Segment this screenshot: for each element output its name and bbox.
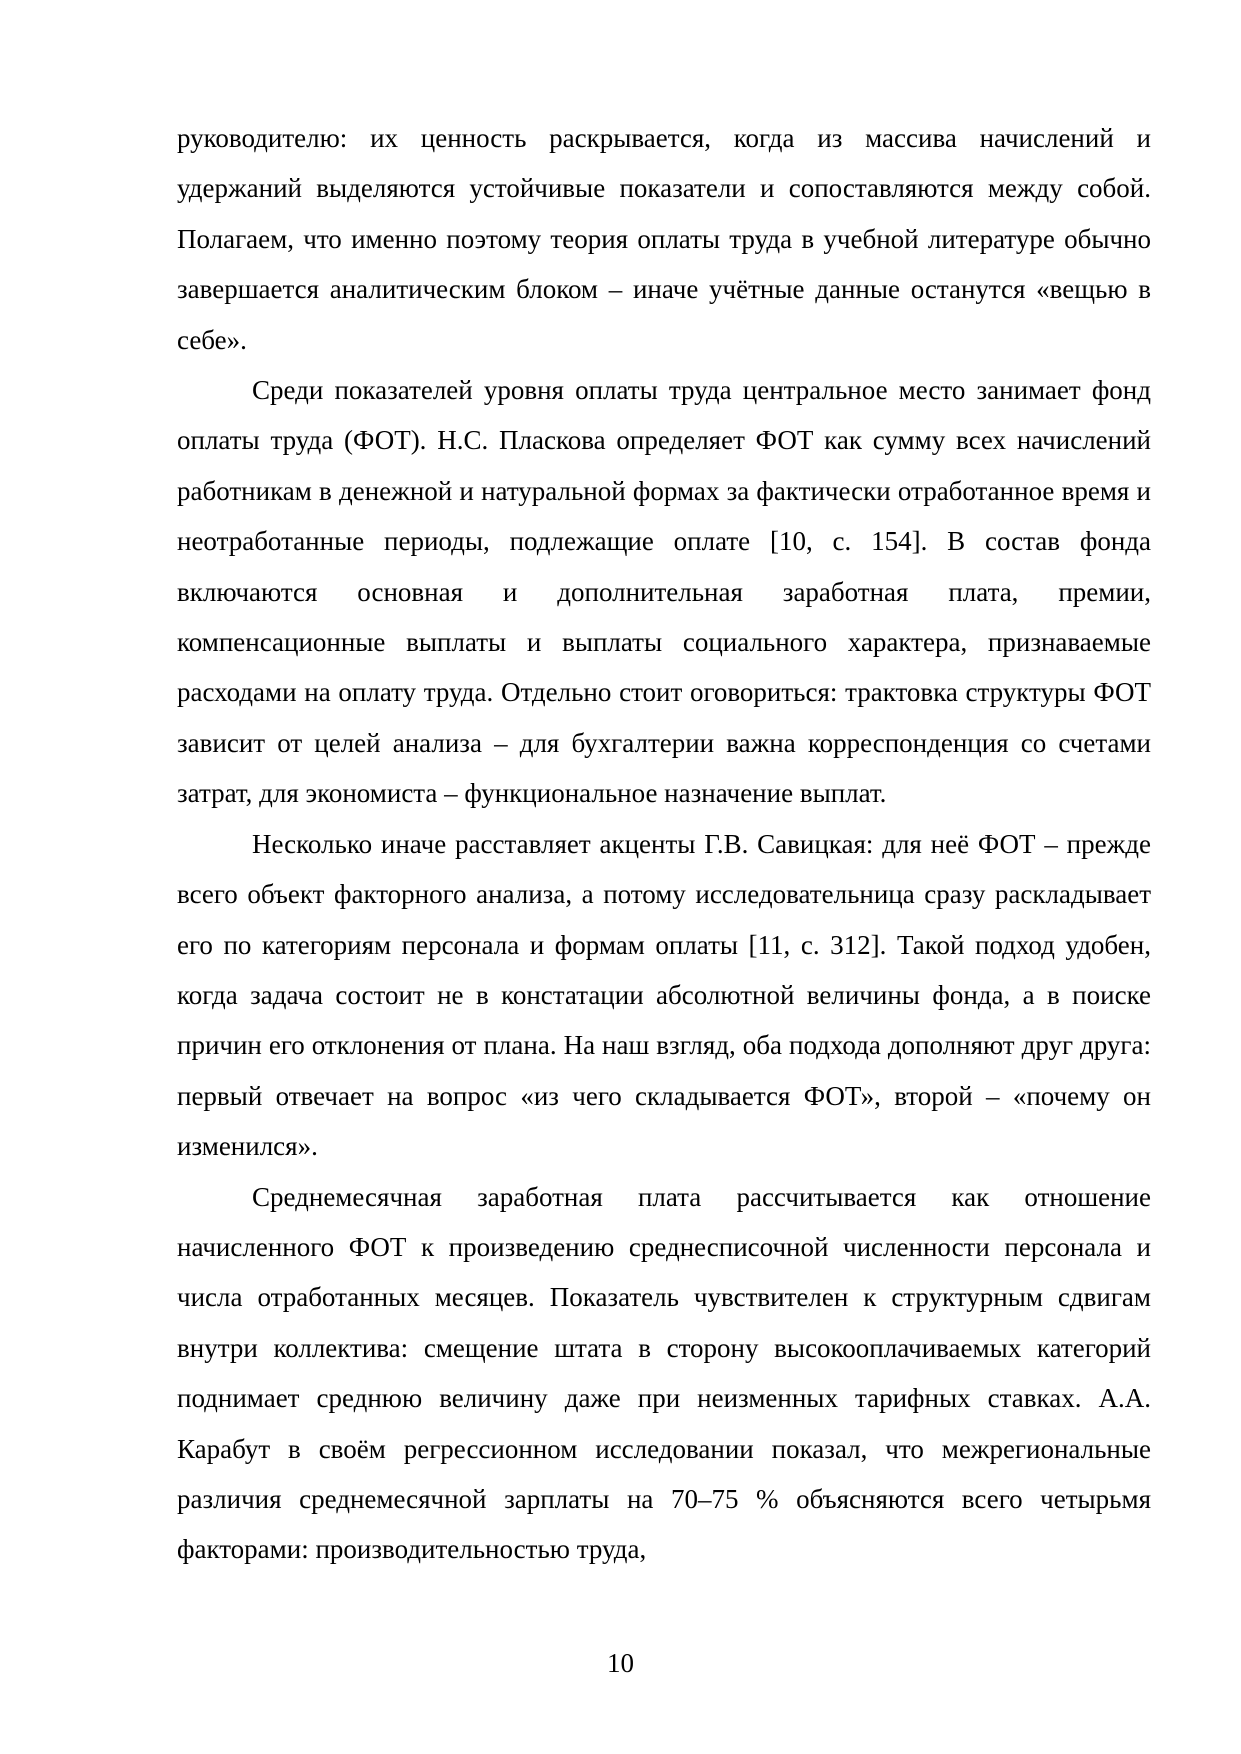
page-number: 10 xyxy=(607,1648,634,1678)
paragraph-average-salary: Среднемесячная заработная плата рассчитывается как отношение начисленного ФОТ к произведению среднесписочной численности персонала и числа отработанных месяцев. Показатель чувствителен к структурным сдвигам внутри коллектива: смещение штата в сторону высокооплачиваемых категорий поднимает среднюю величину даже при неизменных тарифных ставках. А.А. Карабут в своём регрессионном исследовании показал, что межрегиональные различия среднемесячной зарплаты на 70–75 % объясняются всего четырьмя факторами: производительностью труда, xyxy=(177,1181,1151,1565)
paragraph-savitskaya: Несколько иначе расставляет акценты Г.В. Савицкая: для неё ФОТ – прежде всего объект факторного анализа, а потому исследовательница сразу раскладывает его по категориям персонала и формам оплаты [11, с. 312]. Такой подход удобен, когда задача состоит не в констатации абсолютной величины фонда, а в поиске причин его отклонения от плана. На наш взгляд, оба подхода дополняют друг друга: первый отвечает на вопрос «из чего складывается ФОТ», второй – «почему он изменился». xyxy=(177,828,1151,1162)
paragraph-continuation: руководителю: их ценность раскрывается, когда из массива начислений и удержаний выделяются устойчивые показатели и сопоставляются между собой. Полагаем, что именно поэтому теория оплаты труда в учебной литературе обычно завершается аналитическим блоком – иначе учётные данные останутся «вещью в себе». xyxy=(177,123,1151,355)
body-text xyxy=(177,113,1151,1575)
paragraph-fot-definition: Среди показателей уровня оплаты труда центральное место занимает фонд оплаты труда (ФОТ). Н.С. Пласкова определяет ФОТ как сумму всех начислений работникам в денежной и натуральной формах за фактически отработанное время и неотработанные периоды, подлежащие оплате [10, с. 154]. В состав фонда включаются основная и дополнительная заработная плата, премии, компенсационные выплаты и выплаты социального характера, признаваемые расходами на оплату труда. Отдельно стоит оговориться: трактовка структуры ФОТ зависит от целей анализа – для бухгалтерии важна корреспонденция со счетами затрат, для экономиста – функциональное назначение выплат. xyxy=(177,375,1151,809)
